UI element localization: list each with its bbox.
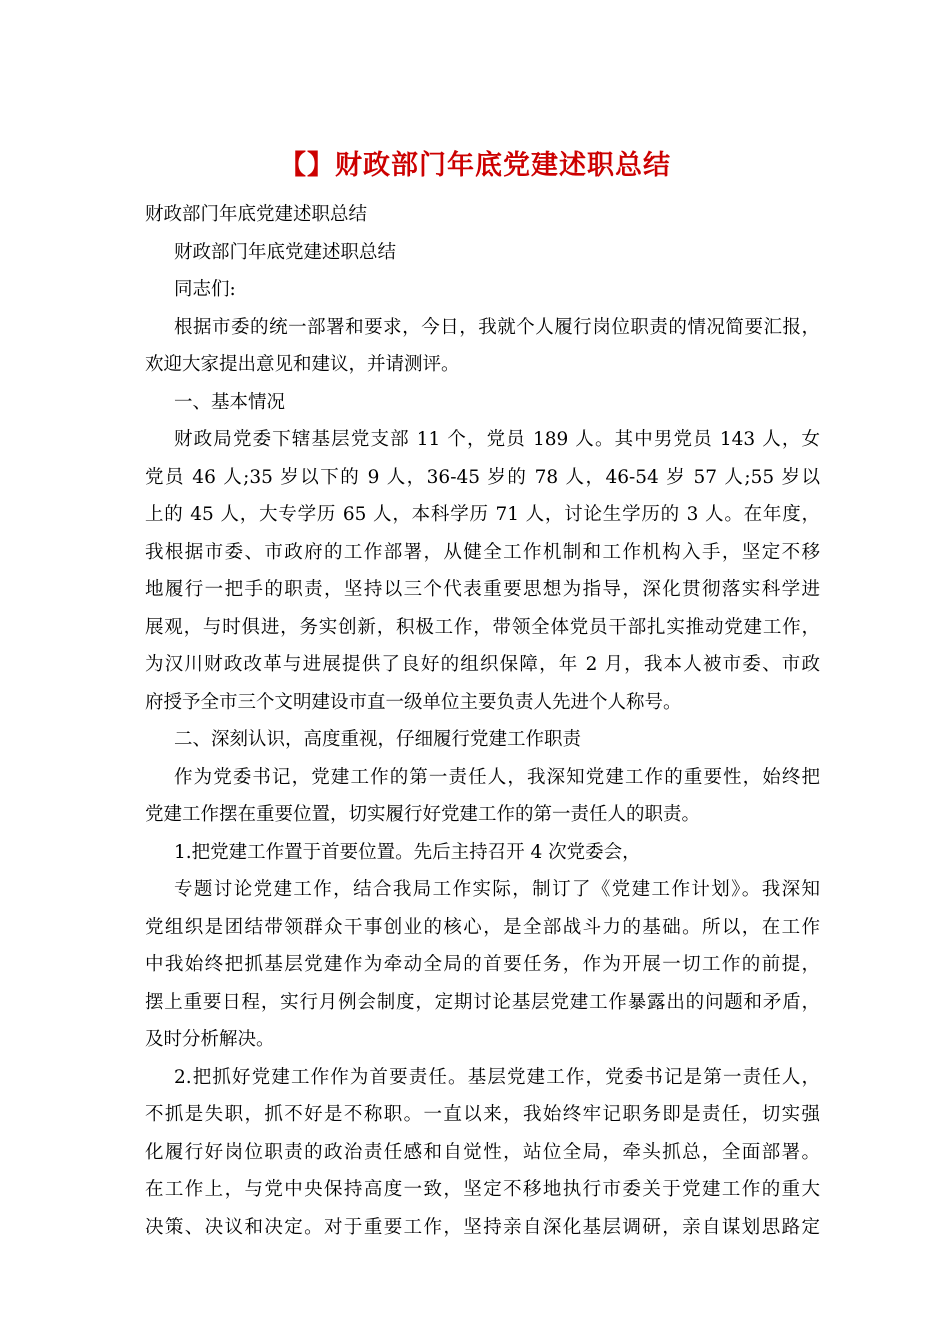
document-title: 【】财政部门年底党建述职总结	[279, 150, 671, 181]
paragraph-line: 展观，与时俱进，务实创新，积极工作，带领全体党员干部扎实推动党建工作，	[145, 616, 820, 638]
paragraph-line: 为汉川财政改革与进展提供了良好的组织保障，年 2 月，我本人被市委、市政	[145, 654, 820, 675]
paragraph-line: 我根据市委、市政府的工作部署，从健全工作机制和工作机构入手，坚定不移	[145, 541, 820, 563]
paragraph-line: 在工作上，与党中央保持高度一致，坚定不移地执行市委关于党建工作的重大	[145, 1179, 820, 1200]
paragraph-line: 作为党委书记，党建工作的第一责任人，我深知党建工作的重要性，始终把	[174, 766, 820, 788]
paragraph-line: 1.把党建工作置于首要位置。先后主持召开 4 次党委会，	[174, 841, 641, 863]
document-body	[145, 196, 820, 1246]
paragraph-line: 上的 45 人，大专学历 65 人，本科学历 71 人，讨论生学历的 3 人。在年度，	[145, 504, 820, 525]
paragraph-line: 决策、决议和决定。对于重要工作，坚持亲自深化基层调研，亲自谋划思路定	[145, 1216, 820, 1238]
paragraph-line: 财政部门年底党建述职总结	[174, 241, 397, 263]
paragraph-line: 中我始终把抓基层党建作为牵动全局的首要任务，作为开展一切工作的前提，	[145, 954, 820, 975]
paragraph-line: 摆上重要日程，实行月例会制度，定期讨论基层党建工作暴露出的问题和矛盾，	[145, 991, 820, 1013]
paragraph-line: 同志们:	[174, 279, 236, 300]
paragraph-line: 2.把抓好党建工作作为首要责任。基层党建工作，党委书记是第一责任人，	[174, 1066, 820, 1088]
paragraph-line: 二、深刻认识，高度重视，仔细履行党建工作职责	[174, 729, 582, 750]
paragraph-line: 党建工作摆在重要位置，切实履行好党建工作的第一责任人的职责。	[145, 804, 701, 825]
paragraph-line: 欢迎大家提出意见和建议，并请测评。	[145, 354, 460, 375]
paragraph-line: 地履行一把手的职责，坚持以三个代表重要思想为指导，深化贯彻落实科学进	[145, 579, 820, 600]
paragraph-line: 财政局党委下辖基层党支部 11 个，党员 189 人。其中男党员 143 人，女	[174, 429, 820, 450]
paragraph-line: 府授予全市三个文明建设市直一级单位主要负责人先进个人称号。	[145, 691, 682, 713]
paragraph-line: 党员 46 人;35 岁以下的 9 人，36-45 岁的 78 人，46-54 岁 57 人;55 岁以	[145, 466, 820, 488]
paragraph-line: 根据市委的统一部署和要求，今日，我就个人履行岗位职责的情况简要汇报，	[174, 316, 820, 338]
paragraph-line: 党组织是团结带领群众干事创业的核心，是全部战斗力的基础。所以，在工作	[145, 916, 820, 938]
paragraph-line: 及时分析解决。	[145, 1029, 275, 1050]
paragraph-line: 专题讨论党建工作，结合我局工作实际，制订了《党建工作计划》。我深知	[174, 879, 820, 900]
paragraph-line: 财政部门年底党建述职总结	[145, 204, 368, 225]
paragraph-line: 一、基本情况	[174, 391, 286, 413]
paragraph-line: 不抓是失职，抓不好是不称职。一直以来，我始终牢记职务即是责任，切实强	[145, 1104, 820, 1125]
paragraph-line: 化履行好岗位职责的政治责任感和自觉性，站位全局，牵头抓总，全面部署。	[145, 1141, 820, 1163]
